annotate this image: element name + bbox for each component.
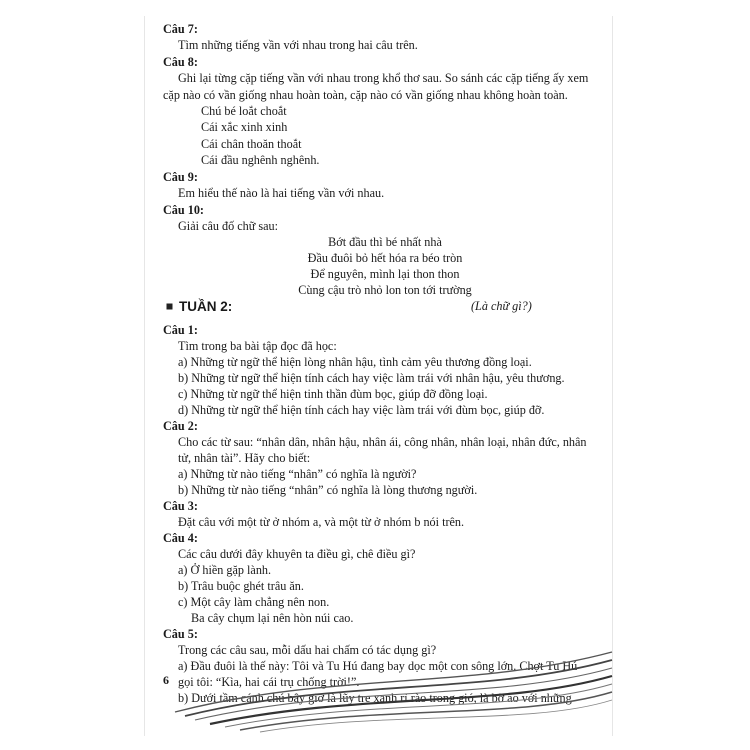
text-line: a) Ở hiền gặp lành.: [178, 563, 272, 577]
text-line: Tìm những tiếng vần với nhau trong hai câu trên.: [178, 38, 418, 52]
text-line: Cái xắc xinh xinh: [201, 120, 288, 134]
text-line: cặp nào có vần giống nhau hoàn toàn, cặp nào có vần giống nhau không hoàn toàn.: [163, 88, 568, 102]
text-line: Cùng cậu trò nhỏ lon ton tới trường: [298, 283, 472, 297]
text-line: Trong các câu sau, mỗi dấu hai chấm có tác dụng gì?: [178, 643, 437, 657]
text-line: d) Những từ ngữ thể hiện tính cách hay việc làm trái với đùm bọc, giúp đỡ.: [178, 403, 545, 417]
text-line: (Là chữ gì?): [471, 299, 532, 313]
text-line: Để nguyên, mình lại thon thon: [310, 267, 460, 281]
question-heading: Câu 8:: [163, 55, 198, 69]
question-heading: Câu 10:: [163, 203, 204, 217]
text-line: b) Những từ ngữ thể hiện tính cách hay việc làm trái với nhân hậu, yêu thương.: [178, 371, 565, 385]
question-heading: Câu 3:: [163, 499, 198, 513]
text-line: Cho các từ sau: “nhân dân, nhân hậu, nhân ái, công nhân, nhân loại, nhân đức, nhân: [178, 435, 587, 449]
question-heading: Câu 5:: [163, 627, 198, 641]
week-title: TUẦN 2:: [179, 299, 233, 314]
text-line: b) Những từ nào tiếng “nhân” có nghĩa là lòng thương người.: [178, 483, 478, 497]
text-line: c) Một cây làm chẳng nên non.: [178, 595, 330, 609]
text-line: Ba cây chụm lại nên hòn núi cao.: [191, 611, 354, 625]
text-line: Ghi lại từng cặp tiếng vần với nhau trong khổ thơ sau. So sánh các cặp tiếng ấy xem: [178, 71, 589, 85]
page-number: 6: [163, 673, 169, 687]
question-heading: Câu 9:: [163, 170, 198, 184]
text-line: Đặt câu với một từ ở nhóm a, và một từ ở nhóm b nói trên.: [178, 515, 465, 529]
text-line: a) Những từ nào tiếng “nhân” có nghĩa là người?: [178, 467, 417, 481]
text-line: a) Đầu đuôi là thế này: Tôi và Tu Hú đang bay dọc một con sông lớn. Chợt Tu Hú: [178, 659, 578, 673]
text-line: c) Những từ ngữ thể hiện tinh thần đùm bọc, giúp đỡ đồng loại.: [178, 387, 488, 401]
question-heading: Câu 1:: [163, 323, 198, 337]
text-line: a) Những từ ngữ thể hiện lòng nhân hậu, tình cảm yêu thương đồng loại.: [178, 355, 532, 369]
text-line: b) Dưới tầm cánh chú bây giờ là lũy tre xanh rì rào trong gió, là bờ ao với những: [178, 691, 572, 705]
text-line: b) Trâu buộc ghét trâu ăn.: [178, 579, 304, 593]
text-line: Giải câu đố chữ sau:: [178, 219, 279, 233]
text-line: gọi tôi: “Kìa, hai cái trụ chống trời!”.: [178, 675, 360, 689]
question-heading: Câu 7:: [163, 22, 198, 36]
text-line: Cái chân thoăn thoắt: [201, 137, 302, 151]
question-heading: Câu 2:: [163, 419, 198, 433]
text-line: Bớt đầu thì bé nhất nhà: [328, 235, 442, 249]
text-line: tử, nhân tài”. Hãy cho biết:: [178, 451, 311, 465]
question-heading: Câu 4:: [163, 531, 198, 545]
text-line: Chú bé loắt choắt: [201, 104, 287, 118]
text-line: Tìm trong ba bài tập đọc đã học:: [178, 339, 337, 353]
text-line: Cái đầu nghênh nghênh.: [201, 153, 320, 167]
text-line: Các câu dưới đây khuyên ta điều gì, chê điều gì?: [178, 547, 416, 561]
text-line: Đầu đuôi bỏ hết hóa ra béo tròn: [307, 251, 463, 265]
text-line: Em hiểu thế nào là hai tiếng vần với nhau.: [178, 186, 385, 200]
